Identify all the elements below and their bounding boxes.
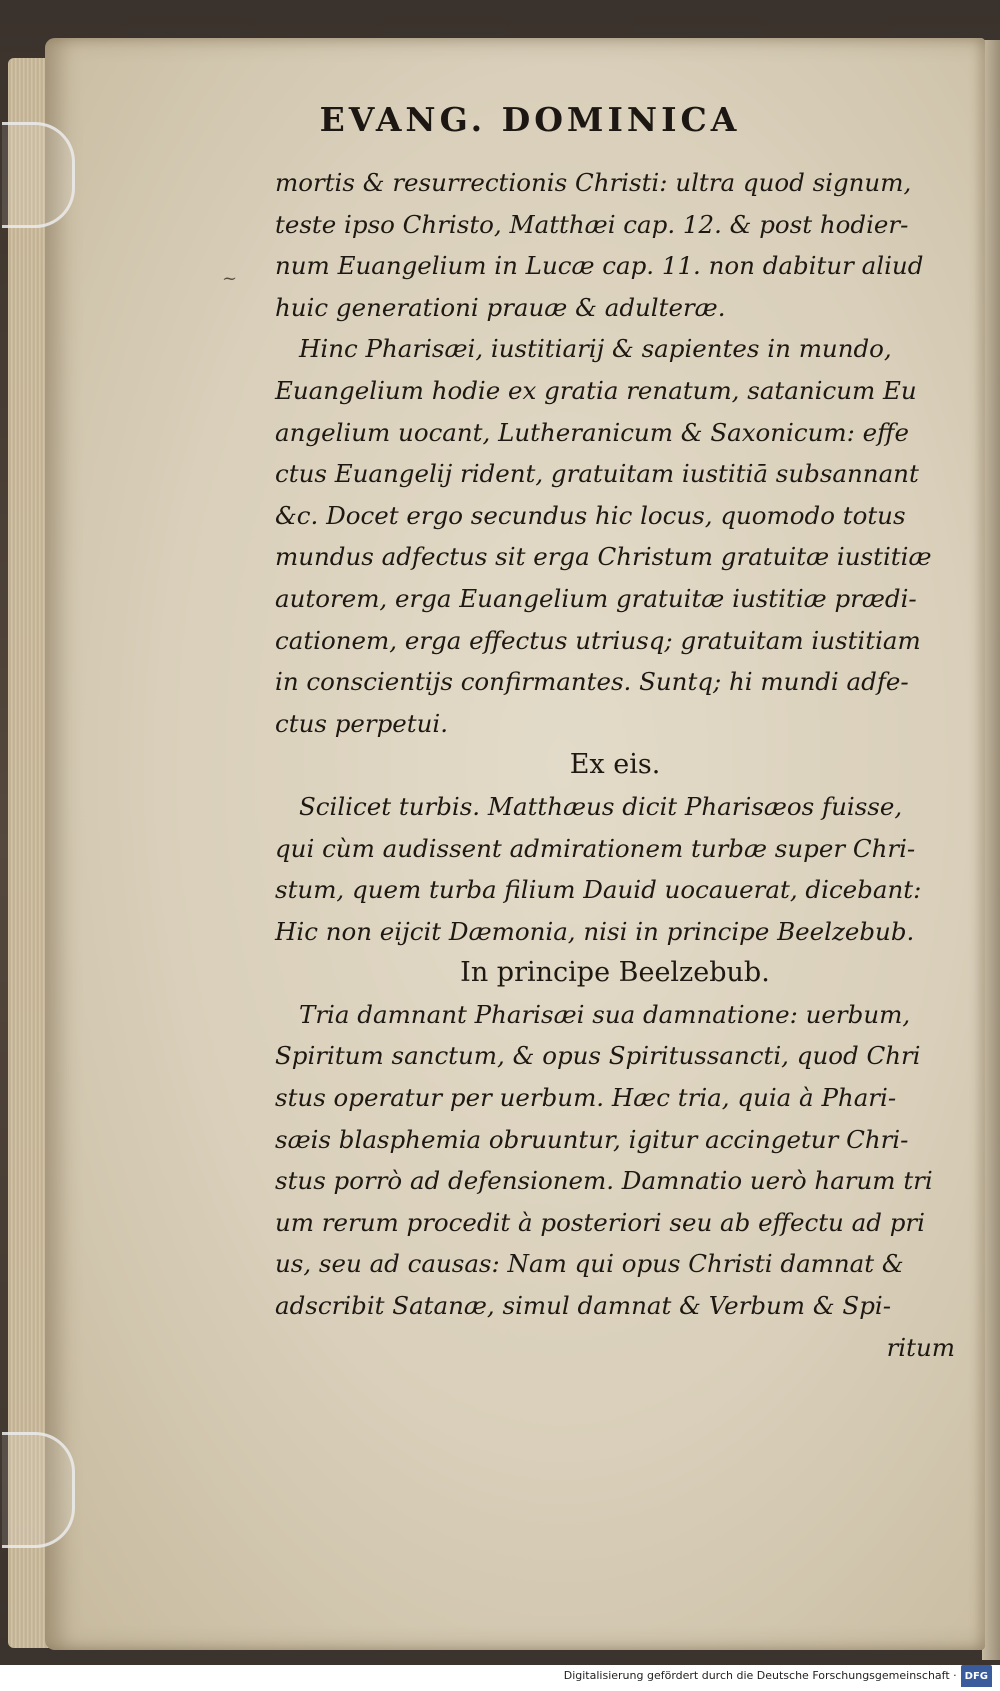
running-header: EVANG. DOMINICA [319,100,741,139]
text-line: Euangelium hodie ex gratia renatum, satanicum Eu [275,375,917,405]
text-line: ctus Euangelij rident, gratuitam iustitiā subsannant [275,459,919,489]
text-line: Spiritum sanctum, & opus Spiritussancti, quod Chri [275,1041,921,1071]
body-text [275,162,955,1368]
text-line: in conscientijs confirmantes. Suntq; hi mundi adfe- [275,667,909,697]
text-line: teste ipso Christo, Matthæi cap. 12. & post hodier- [275,209,909,239]
text-line: um rerum procedit à posteriori seu ab effectu ad pri [275,1207,925,1237]
dfg-logo: DFG [961,1665,992,1689]
text-line: Scilicet turbis. Matthæus dicit Pharisæos fuisse, [299,791,903,821]
text-line: huic generationi prauæ & adulteræ. [275,292,726,322]
text-line: &c. Docet ergo secundus hic locus, quomodo totus [275,500,906,530]
text-line: cationem, erga effectus utriusq; gratuitam iustitiam [275,625,921,655]
text-line: ctus perpetui. [275,708,449,738]
bottom-strip [0,1687,1000,1691]
text-line: mortis & resurrectionis Christi: ultra quod signum, [275,168,912,197]
text-line: sæis blasphemia obruuntur, igitur accingetur Chri- [275,1124,909,1154]
text-line: Hinc Pharisæi, iustitiarij & sapientes in mundo, [299,334,892,364]
text-line: mundus adfectus sit erga Christum gratuitæ iustitiæ [275,542,932,572]
footer-credit [0,1665,1000,1687]
text-line: adscribit Satanæ, simul damnat & Verbum & Spi- [275,1291,892,1321]
text-line: Hic non eijcit Dæmonia, nisi in principe Beelzebub. [275,916,915,946]
binding-clip-bottom [2,1432,75,1548]
section-heading: In principe Beelzebub. [460,957,770,989]
text-line: us, seu ad causas: Nam qui opus Christi damnat & [275,1249,904,1279]
text-line: ritum [886,1332,955,1362]
margin-mark: ~ [222,268,238,289]
text-line: stum, quem turba filium Dauid uocauerat, dicebant: [275,875,922,905]
text-line: num Euangelium in Lucæ cap. 11. non dabitur aliud [275,251,924,281]
footer-credit-text: Digitalisierung gefördert durch die Deutsche Forschungsgemeinschaft · [563,1669,957,1682]
text-line: Tria damnant Pharisæi sua damnatione: uerbum, [299,999,911,1029]
text-line: qui cùm audissent admirationem turbæ super Chri- [275,833,916,863]
text-line: stus porrò ad defensionem. Damnatio uerò harum tri [275,1166,933,1196]
text-line: autorem, erga Euangelium gratuitæ iustitiæ prædi- [275,583,917,613]
text-line: angelium uocant, Lutheranicum & Saxonicum: effe [275,417,910,447]
text-line: stus operatur per uerbum. Hæc tria, quia à Phari- [275,1083,897,1113]
section-heading: Ex eis. [569,749,661,781]
